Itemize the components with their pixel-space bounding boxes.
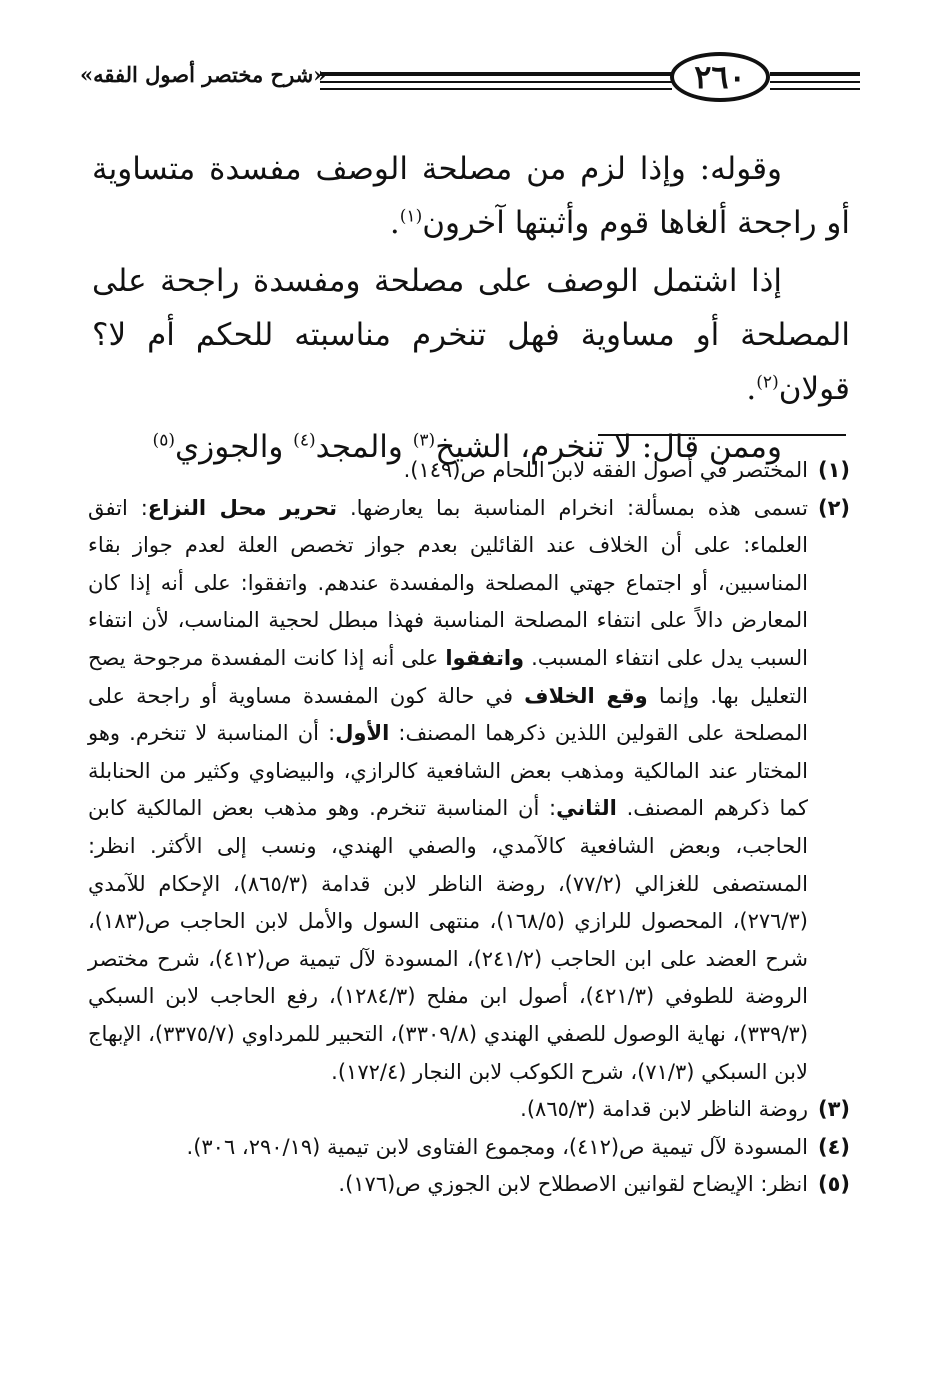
- footnote-text: المختصر في أصول الفقه لابن اللحام ص(١٤٩).: [403, 458, 808, 482]
- footnote-text: المسودة لآل تيمية ص(٤١٢)، ومجموع الفتاوى لابن تيمية (٢٩٠/١٩، ٣٠٦).: [186, 1134, 808, 1159]
- footnote-segment: : أن المناسبة تنخرم. وهو مذهب بعض المالكية كابن الحاجب، وبعض الشافعية كالآمدي، والصفي الهندي، ونسب إلى الأكثر. انظر: المستصفى للغزالي (٧٧/٢)، روضة الناظر لابن قدامة (٨٦٥/٣)، الإحكام للآمدي (٢٧٦/٣)، المحصول للرازي (١٦٨/٥)، منتهى السول والأمل لابن الحاجب ص(١٨٣)، شرح العضد على ابن الحاجب (٢٤١/٢)، المسودة لآل تيمية ص(٤١٢)، شرح مختصر الروضة للطوفي (٤٢١/٣)، أصول ابن مفلح (١٢٨٤/٣)، رفع الحاجب لابن السبكي (٣٣٩/٣)، نهاية الوصول للصفي الهندي (٣٣٠٩/٨)، التحبير للمرداوي (٣٣٧٥/٧)، الإبهاج لابن السبكي (٧١/٣)، شرح الكوكب لابن النجار (١٧٢/٤).: [88, 796, 809, 1084]
- footnote-emphasis: الثاني: [556, 796, 617, 821]
- footnote-number: (٥): [817, 1172, 850, 1197]
- footnote-number: (١): [817, 458, 850, 482]
- footnote-segment: على أنه إذا كانت المفسدة مرجوحة يصح التعليل بها. وإنما: [88, 645, 808, 708]
- header-rule: [320, 72, 672, 76]
- footnote-1: [88, 452, 850, 490]
- footnote-emphasis: تحرير محل النزاع: [147, 495, 338, 520]
- page-number: ٢٦٠: [670, 52, 770, 102]
- header-rule: [770, 88, 860, 90]
- paragraph-end: .: [746, 371, 757, 407]
- footnote-segment: : اتفق العلماء: على أن الخلاف عند القائلين بعدم جواز تخصص العلة لعدم جواز بقاء المناسبين، أو اجتماع جهتي المصلحة والمفسدة عندهم. واتفقوا: على أنه إذا كان المعارض دالاً على انتفاء المصلحة المناسبة فهذا مبطل لحجية المناسب، لأن انتفاء السبب يدل على انتفاء المسبب.: [88, 495, 808, 670]
- footnote-separator: [598, 434, 846, 436]
- page-header: [80, 52, 860, 108]
- footnote-2: [88, 490, 850, 1092]
- footnote-segment: في حالة كون المفسدة مساوية أو راجحة على المصلحة على القولين اللذين ذكرهما المصنف:: [88, 683, 808, 746]
- paragraph-text: والمجد: [315, 429, 413, 465]
- header-rule: [770, 81, 860, 83]
- header-rule: [770, 72, 860, 76]
- footnote-ref-5: (٥): [152, 430, 175, 451]
- paragraph-text: وممن قال: لا تنخرم، الشيخ: [435, 429, 782, 465]
- footnote-text: انظر: الإيضاح لقوانين الاصطلاح لابن الجوزي ص(١٧٦).: [338, 1172, 808, 1197]
- footnote-text: [88, 490, 808, 1092]
- footnote-number: (٣): [817, 1097, 850, 1122]
- footnote-number: (٢): [817, 495, 850, 520]
- footnote-ref-3: (٣): [412, 430, 436, 451]
- header-rule: [320, 88, 672, 90]
- paragraph-text: إذا اشتمل الوصف على مصلحة ومفسدة راجحة على المصلحة أو مساوية فهل تنخرم مناسبته للحكم أم لا؟ قولان: [92, 263, 850, 407]
- footnote-ref-1: (١): [399, 206, 423, 227]
- paragraph-2: [92, 254, 850, 416]
- footnote-4: [88, 1129, 850, 1167]
- footnote-segment: تسمى هذه بمسألة: انخرام المناسبة بما يعارضها.: [337, 495, 808, 520]
- footnotes: [88, 452, 850, 1204]
- footnote-emphasis: واتفقوا: [445, 645, 525, 670]
- footnote-text: روضة الناظر لابن قدامة (٨٦٥/٣).: [520, 1097, 808, 1122]
- footnote-emphasis: الأول: [335, 721, 390, 746]
- running-title: «شرح مختصر أصول الفقه»: [80, 62, 327, 87]
- footnote-segment: : أن المناسبة لا تنخرم. وهو المختار عند المالكية ومذهب بعض الشافعية كالرازي، والبيضاوي وكثير من الحنابلة كما ذكرهم المصنف.: [88, 721, 809, 821]
- paragraph-end: .: [389, 205, 400, 241]
- footnote-ref-2: (٢): [756, 372, 779, 393]
- footnote-5: [88, 1166, 850, 1204]
- footnote-emphasis: وقع الخلاف: [524, 683, 648, 708]
- header-rule: [320, 81, 672, 83]
- main-text: [92, 142, 850, 474]
- footnote-3: [88, 1091, 850, 1129]
- paragraph-text: وقوله: وإذا لزم من مصلحة الوصف مفسدة متساوية أو راجحة ألغاها قوم وأثبتها آخرون: [92, 151, 850, 241]
- footnote-ref-4: (٤): [293, 430, 316, 451]
- footnote-number: (٤): [817, 1134, 850, 1159]
- paragraph-1: [92, 142, 850, 250]
- paragraph-text: والجوزي: [175, 429, 294, 465]
